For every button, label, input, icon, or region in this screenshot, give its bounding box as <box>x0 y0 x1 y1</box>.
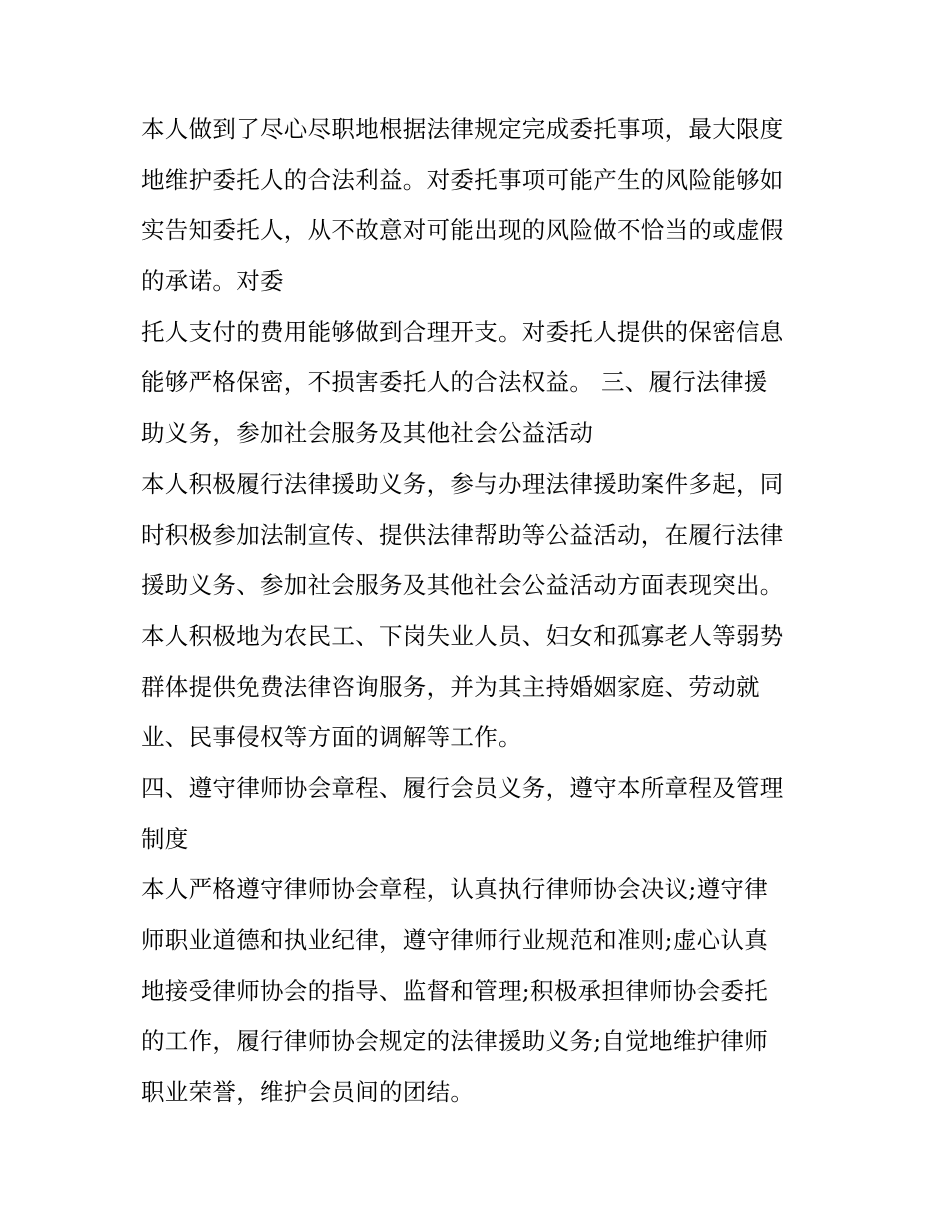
section-heading: 四、遵守律师协会章程、履行会员义务，遵守本所章程及管理 <box>141 773 784 802</box>
text-line: 业、民事侵权等方面的调解等工作。 <box>141 723 522 752</box>
text-line: 助义务，参加社会服务及其他社会公益活动 <box>141 419 594 448</box>
text-line: 的承诺。对委 <box>141 267 284 296</box>
text-line: 师职业道德和执业纪律，遵守律师行业规范和准则;虚心认真 <box>141 926 769 954</box>
section-heading: 制度 <box>141 824 189 853</box>
text-line: 本人严格遵守律师协会章程，认真执行律师协会决议;遵守律 <box>141 875 769 904</box>
text-line: 地维护委托人的合法利益。对委托事项可能产生的风险能够如 <box>141 165 784 194</box>
text-line: 能够严格保密，不损害委托人的合法权益。 三、履行法律援 <box>141 368 768 397</box>
text-line: 时积极参加法制宣传、提供法律帮助等公益活动，在履行法律 <box>141 520 784 549</box>
text-line: 实告知委托人，从不故意对可能出现的风险做不恰当的或虚假 <box>141 216 784 245</box>
text-line: 职业荣誉，维护会员间的团结。 <box>141 1078 475 1107</box>
text-line: 援助义务、参加社会服务及其他社会公益活动方面表现突出。 <box>141 571 784 600</box>
document-body <box>141 104 821 1118</box>
text-line: 群体提供免费法律咨询服务，并为其主持婚姻家庭、劳动就 <box>141 672 760 701</box>
text-line: 地接受律师协会的指导、监督和管理;积极承担律师协会委托 <box>141 976 769 1005</box>
text-line: 托人支付的费用能够做到合理开支。对委托人提供的保密信息 <box>141 317 784 346</box>
text-line: 本人积极履行法律援助义务，参与办理法律援助案件多起，同 <box>141 469 784 498</box>
text-line: 的工作，履行律师协会规定的法律援助义务;自觉地维护律师 <box>141 1027 769 1056</box>
text-line: 本人做到了尽心尽职地根据法律规定完成委托事项，最大限度 <box>141 115 784 143</box>
text-line: 本人积极地为农民工、下岗失业人员、妇女和孤寡老人等弱势 <box>141 621 784 650</box>
